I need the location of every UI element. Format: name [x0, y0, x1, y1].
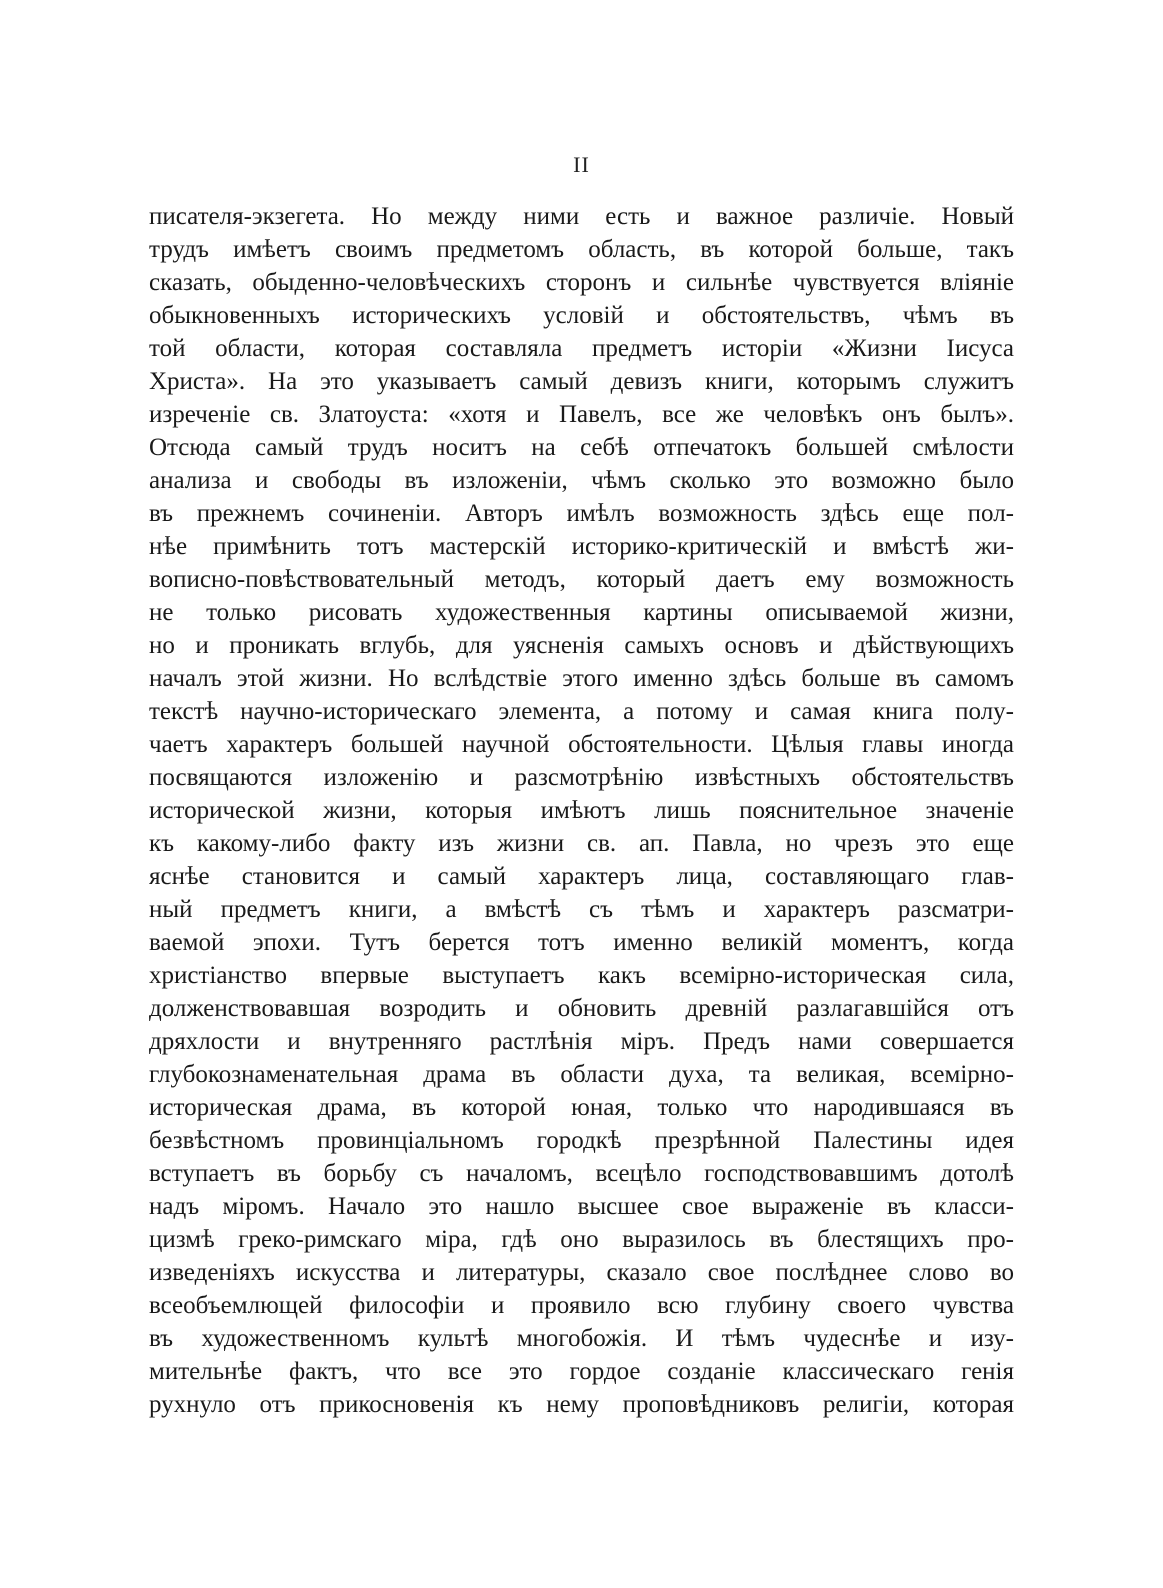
text-line: къ какому-либо факту изъ жизни св. ап. Павла, но чрезъ это еще	[149, 830, 1014, 857]
text-line: вступаетъ въ борьбу съ началомъ, всецѣло господствовавшимъ дотолѣ	[149, 1160, 1014, 1187]
text-line: посвящаются изложенію и разсмотрѣнію извѣстныхъ обстоятельствъ	[149, 764, 1014, 791]
text-line: мительнѣе фактъ, что все это гордое созданіе классическаго генія	[149, 1358, 1014, 1385]
text-line: исторической жизни, которыя имѣютъ лишь пояснительное значеніе	[149, 797, 1014, 824]
text-line: не только рисовать художественныя картины описываемой жизни,	[149, 599, 1014, 626]
text-line: вописно-повѣствовательный методъ, который даетъ ему возможность	[149, 566, 1014, 593]
text-line: Христа». На это указываетъ самый девизъ книги, которымъ служитъ	[149, 368, 1014, 395]
page-number: II	[573, 152, 590, 177]
text-line: сказать, обыденно-человѣческихъ сторонъ и сильнѣе чувствуется вліяніе	[149, 269, 1014, 296]
text-line: трудъ имѣетъ своимъ предметомъ область, въ которой больше, такъ	[149, 236, 1014, 263]
text-line: долженствовавшая возродить и обновить древній разлагавшійся отъ	[149, 995, 1014, 1022]
text-line: ный предметъ книги, а вмѣстѣ съ тѣмъ и характеръ разсматри-	[149, 896, 1014, 923]
text-line: анализа и свободы въ изложеніи, чѣмъ сколько это возможно было	[149, 467, 1014, 494]
text-line: той области, которая составляла предметъ исторіи «Жизни Іисуса	[149, 335, 1014, 362]
text-line: цизмѣ греко-римскаго міра, гдѣ оно выразилось въ блестящихъ про-	[149, 1226, 1014, 1253]
text-line: изреченіе св. Златоуста: «хотя и Павелъ, все же человѣкъ онъ былъ».	[149, 401, 1014, 428]
text-line: всеобъемлющей философіи и проявило всю глубину своего чувства	[149, 1292, 1014, 1319]
text-line: обыкновенныхъ историческихъ условій и обстоятельствъ, чѣмъ въ	[149, 302, 1014, 329]
text-line: текстѣ научно-историческаго элемента, а потому и самая книга полу-	[149, 698, 1014, 725]
text-line: дряхлости и внутренняго растлѣнія міръ. Предъ нами совершается	[149, 1028, 1014, 1055]
text-line: историческая драма, въ которой юная, только что народившаяся въ	[149, 1094, 1014, 1121]
text-line: безвѣстномъ провинціальномъ городкѣ презрѣнной Палестины идея	[149, 1127, 1014, 1154]
text-line: но и проникать вглубь, для уясненія самыхъ основъ и дѣйствующихъ	[149, 632, 1014, 659]
text-line: Отсюда самый трудъ носитъ на себѣ отпечатокъ большей смѣлости	[149, 434, 1014, 461]
text-line: ваемой эпохи. Тутъ берется тотъ именно великій моментъ, когда	[149, 929, 1014, 956]
text-line: въ прежнемъ сочиненіи. Авторъ имѣлъ возможность здѣсь еще пол-	[149, 500, 1014, 527]
text-line: нѣе примѣнить тотъ мастерскій историко-критическій и вмѣстѣ жи-	[149, 533, 1014, 560]
text-line: чаетъ характеръ большей научной обстоятельности. Цѣлыя главы иногда	[149, 731, 1014, 758]
text-line: глубокознаменательная драма въ области духа, та великая, всемірно-	[149, 1061, 1014, 1088]
text-line: въ художественномъ культѣ многобожія. И тѣмъ чудеснѣе и изу-	[149, 1325, 1014, 1352]
text-line: рухнуло отъ прикосновенія къ нему проповѣдниковъ религіи, которая	[149, 1391, 1014, 1418]
text-line: яснѣе становится и самый характеръ лица, составляющаго глав-	[149, 863, 1014, 890]
text-line: началъ этой жизни. Но вслѣдствіе этого именно здѣсь больше въ самомъ	[149, 665, 1014, 692]
text-line: изведеніяхъ искусства и литературы, сказало свое послѣднее слово во	[149, 1259, 1014, 1286]
body-text	[149, 200, 1014, 1421]
text-line: писателя-экзегета. Но между ними есть и важное различіе. Новый	[149, 203, 1014, 230]
text-line: христіанство впервые выступаетъ какъ всемірно-историческая сила,	[149, 962, 1014, 989]
text-line: надъ міромъ. Начало это нашло высшее свое выраженіе въ класси-	[149, 1193, 1014, 1220]
